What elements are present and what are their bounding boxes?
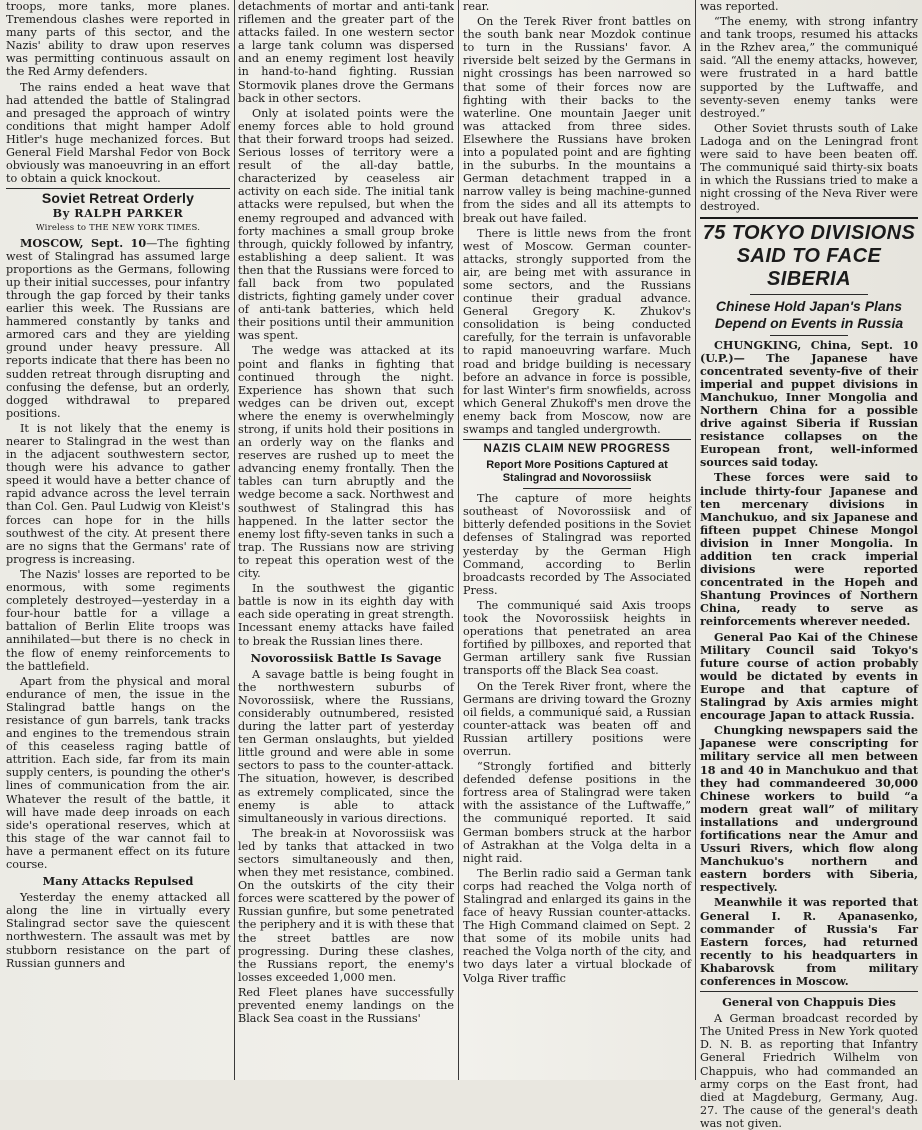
paragraph: “Strongly fortified and bitterly defended defense positions in the fortress area of Stalingrad were taken with the assistance of the Luftwaffe,” the communiqué reported. It said German bombers struck at the harbor of Astrakhan at the Volga delta in a night raid.	[463, 760, 691, 865]
section-rule	[770, 335, 848, 336]
article-headline: Soviet Retreat Orderly	[41, 190, 195, 207]
paragraph: Yesterday the enemy attacked all along the line in virtually every Stalingrad sector save the quiescent northwestern. The assault was met by stubborn resistance on the part of Russian gunners and	[6, 891, 230, 970]
column-2	[238, 0, 454, 1080]
agency-tag: (U.P.)	[700, 350, 734, 365]
wire-credit: Wireless to THE NEW YORK TIMES.	[35, 222, 201, 233]
paragraph: The Nazis' losses are reported to be enormous, with some regiments completely destroyed—yesterday in a four-hour battle for a village a battalion of Berlin Elite troops was annihilated—but there is no check in the flow of enemy reinforcements to the battlefield.	[6, 567, 230, 673]
column-rule	[234, 0, 235, 1080]
paragraph: The capture of more heights southeast of Novorossiisk and of bitterly defended positions in the Soviet defenses of Stalingrad was reported yesterday by the German High Command, according to Berlin broadcasts recorded by The Associated Press.	[463, 492, 691, 597]
paragraph: A German broadcast recorded by The United Press in New York quoted D. N. B. as reporting that Infantry General Friedrich Wilhelm von Chappuis, who had commanded an army corps on the East front, had died at Magdeburg, Germany, Aug. 27. The cause of the general's death was not given.	[700, 1012, 918, 1130]
paragraph: A savage battle is being fought in the northwestern suburbs of Novorossiisk, where the Russians, considerably outnumbered, resisted during the latter part of yesterday ten German onslaughts, but yielded little ground and were able in some sectors to pass to the counter-attack. The situation, however, is described as extremely complicated, since the enemy is able to attack simultaneously in various directions.	[238, 667, 454, 825]
lead-paragraph	[700, 339, 918, 470]
paragraph: These forces were said to include thirty-four Japanese and ten mercenary divisions in Manchukuo, and six Japanese and fifteen puppet Chinese Mongol division in Inner Mongolia. In addition ten crack imperial divisions were reported concentrated in the Hopeh and Shantung Provinces of Northern China, ready to serve as reinforcements wherever needed.	[700, 470, 918, 629]
paragraph: There is little news from the front west of Moscow. German counter-attacks, strongly supported from the air, are being met with assurance in some sectors, and the Russians continue their gradual advance. General Gregory K. Zhukov's consolidation is being conducted carefully, for the terrain is unfavorable to rapid manoeuvring warfare. Much road and bridge building is necessary before an advance in force is possible, for last Winter's firm snowfields, across which General Zhukoff's men drove the enemy back from Moscow, now are swamps and tangled undergrowth.	[463, 226, 691, 436]
column-rule	[695, 0, 696, 1080]
section-rule	[523, 488, 631, 489]
article-deck: Chinese Hold Japan's Plans Depend on Events in Russia	[714, 297, 904, 331]
byline: By RALPH PARKER	[52, 206, 184, 221]
section-rule	[6, 188, 230, 189]
paragraph: The wedge was attacked at its point and flanks in fighting that continued through the night. Experience has shown that such wedges can be driven out, except where the enemy is overwhelmingly strong, if units hold their positions in an orderly way on the flanks and reserves are rushed up to meet the advancing enemy frontally. Then the tables can turn abruptly and the wedge become a sack. Northwest and southwest of Stalingrad this has happened. In the latter sector the enemy lost fifty-seven tanks in such a trap. The Russians now are striving to repeat this operation west of the city.	[238, 344, 454, 581]
section-rule	[700, 217, 918, 219]
paragraph: Apart from the physical and moral endurance of men, the issue in the Stalingrad battle hangs on the resistance of gun barrels, tank tracks and engines to the tremendous strain of this ceaseless raging battle of attrition. Each side, far from its main supply centers, is pounding the other's lines of communication from the air. Whatever the result of the battle, it will have made deep inroads on each side's operational reserves, which at this stage of the war cannot fail to have a permanent effect on its future course.	[6, 674, 230, 871]
paragraph: Red Fleet planes have successfully prevented enemy landings on the Black Sea coast in the Russians'	[238, 985, 454, 1026]
paragraph: Chungking newspapers said the Japanese were conscripting for military service all men between 18 and 40 in Manchukuo and that they had commandeered 30,000 Chinese workers to build “a modern great wall” of military installations and underground fortifications near the Amur and Ussuri Rivers, which flow along Manchukuo's northern and eastern borders with Siberia, respectively.	[700, 723, 918, 895]
column-3	[463, 0, 691, 1080]
lead-paragraph	[6, 237, 230, 420]
paragraph: On the Terek River front battles on the south bank near Mozdok continue to turn in the Russians' favor. A riverside belt seized by the Germans in night crossings has been narrowed so that some of their forces now are fighting with their backs to the waterline. One mountain Jaeger unit was attacked from three sides. Elsewhere the Russians have broken into a populated point and are fighting in the suburbs. In the mountains a German detachment trapped in a narrow valley is being machine-gunned from the sides and all its attempts to break out have failed.	[463, 15, 691, 225]
paragraph: detachments of mortar and anti-tank riflemen and the greater part of the attacks failed. In one western sector a large tank column was dispersed and an enemy regiment lost heavily in hand-to-hand fighting. Russian Stormovik planes drove the Germans back in other sectors.	[238, 0, 454, 105]
column-1	[6, 0, 230, 1080]
column-rule	[458, 0, 459, 1080]
dateline: CHUNGKING, China, Sept. 10	[714, 337, 918, 352]
paragraph: was reported.	[700, 0, 779, 13]
dateline: MOSCOW, Sept. 10	[20, 235, 147, 250]
paragraph: In the southwest the gigantic battle is now in its eighth day with each side operating in great strength. Incessant enemy attacks have failed to break the Russian lines there.	[238, 582, 454, 648]
paragraph: “The enemy, with strong infantry and tank troops, resumed his attacks in the Rzhev area,” the communiqué said. “All the enemy attacks, however, were frustrated in a hard battle supported by the Luftwaffe, and seventy-seven enemy tanks were destroyed.”	[700, 15, 918, 120]
paragraph: On the Terek River front, where the Germans are driving toward the Grozny oil fields, a communiqué said, a Russian counter-attack was beaten off and Russian artillery positions were overrun.	[463, 679, 691, 758]
column-4	[700, 0, 918, 1130]
paragraph: Meanwhile it was reported that General I. R. Apanasenko, commander of Russia's Far Eastern forces, had returned recently to his headquarters in Khabarovsk from military conferences in Moscow.	[700, 895, 918, 988]
paragraph: The Berlin radio said a German tank corps had reached the Volga north of Stalingrad and enlarged its gains in the face of heavy Russian counter-attacks. The High Command claimed on Sept. 2 that some of its mobile units had reached the Volga north of the city, and two days later a virtual blockade of Volga River traffic	[463, 866, 691, 985]
paragraph: The break-in at Novorossiisk was led by tanks that attacked in two sectors simultaneously and then, when they met resistance, combined. On the outskirts of the city their forces were scattered by the power of Russian gunfire, but some penetrated the periphery and it is with these that the street battles are now progressing. During these clashes, the Russians report, the enemy's losses exceeded 1,000 men.	[238, 826, 454, 984]
section-rule	[750, 294, 868, 295]
lead-text: —The fighting west of Stalingrad has assumed large proportions as the Germans, following up their initial successes, pour infantry through the gap forced by their tanks earlier this week. The Russians are hammered constantly by tanks and armored cars and they are yielding ground under heavy pressure. All reports indicate that there has been no sudden retreat through disrupting and confusing the defense, but an orderly, dogged withdrawal to prepared positions.	[6, 236, 230, 420]
section-rule	[463, 439, 691, 440]
paragraph: Other Soviet thrusts south of Lake Ladoga and on the Leningrad front were said to have been beaten off. The communiqué said thirty-six boats in which the Russians tried to make a night crossing of the Neva River were destroyed.	[700, 121, 918, 214]
subhead: Novorossiisk Battle Is Savage	[250, 650, 442, 665]
paragraph: rear.	[463, 0, 490, 13]
paragraph: General Pao Kai of the Chinese Military Council said Tokyo's future course of action probably would be dictated by events in Europe and that capture of Stalingrad by Axis armies might encourage Japan to attack Russia.	[700, 629, 918, 723]
paragraph: It is not likely that the enemy is nearer to Stalingrad in the west than in the adjacent southwestern sector, though were his advance to gather speed it would have a better chance of rapid advance across the level terrain than Col. Gen. Paul Ludwig von Kleist's forces can hope for in the hills southwest of the city. At present there are no signs that the Germans' rate of progress is increasing.	[6, 421, 230, 566]
lead-text: — The Japanese have concentrated seventy-five of their imperial and puppet divisions in Manchukuo, Inner Mongolia and Northern China for a possible drive against Siberia if Russian resistance collapses on the European front, well-informed sources said today.	[700, 350, 918, 470]
section-rule	[700, 991, 918, 992]
paragraph: Only at isolated points were the enemy forces able to hold ground that their forward troops had seized. Serious losses of territory were a result of the all-day battle, characterized by ceaseless air activity on each side. The initial tank attacks were repulsed, but when the enemy regrouped and advanced with forty machines a small group broke through, quickly followed by infantry, establishing a deep salient. It was then that the Russians were forced to fall back from two populated districts, fighting gamely under cover of anti-tank batteries, which held their positions until their ammunition was spent.	[238, 106, 454, 343]
paragraph: The rains ended a heat wave that had attended the battle of Stalingrad and presaged the approach of wintry conditions that might hamper Adolf Hitler's huge mechanized forces. But General Field Marshal Fedor von Bock obviously was manoeuvring in an effort to obtain a quick knockout.	[6, 80, 230, 186]
subhead: Many Attacks Repulsed	[42, 874, 194, 889]
subhead: General von Chappuis Dies	[722, 995, 896, 1010]
paragraph: The communiqué said Axis troops took the Novorossiisk heights in operations that penetrated an area fortified by pillboxes, and reported that German artillery sank five Russian transports off the Black Sea coast.	[463, 598, 691, 678]
col1-top-text	[6, 0, 230, 185]
article-headline: 75 TOKYO DIVISIONS SAID TO FACE SIBERIA	[702, 221, 916, 290]
paragraph: troops, more tanks, more planes. Tremendous clashes were reported in many parts of this sector, and the Nazis' ability to draw upon reserves was permitting continuous assault on the Red Army defenders.	[6, 0, 230, 79]
article-deck: Report More Positions Captured at Stalingrad and Novorossiisk	[486, 459, 668, 485]
article-headline: NAZIS CLAIM NEW PROGRESS	[483, 443, 671, 456]
